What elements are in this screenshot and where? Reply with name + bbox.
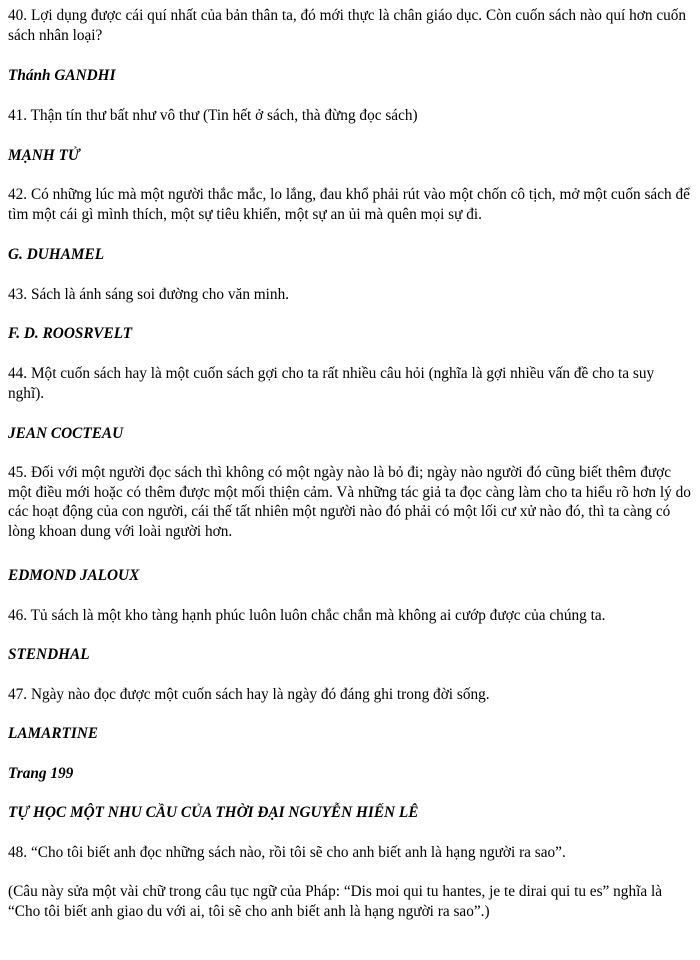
quote-48-note: (Câu này sửa một vài chữ trong câu tục ngữ của Pháp: “Dis moi qui tu hantes, je te dirai qui tu es” nghĩa là “Cho tôi biết anh giao du với ai, tôi sẽ cho anh biết anh là hạng người ra sao”.) [8, 883, 663, 920]
quote-40-text: 40. Lợi dụng được cái quí nhất của bản thân ta, đó mới thực là chân giáo dục. Còn cuốn sách nào quí hơn cuốn sách nhân loại? [8, 7, 687, 44]
author-stendhal: STENDHAL [8, 646, 90, 663]
quote-48-text: 48. “Cho tôi biết anh đọc những sách nào, rồi tôi sẽ cho anh biết anh là hạng người ra sao”. [8, 844, 566, 861]
author-lamartine: LAMARTINE [8, 725, 99, 742]
quote-45-text: 45. Đối với một người đọc sách thì không có một ngày nào là bỏ đi; ngày nào người đó cũng biết thêm được một điều mới hoặc có thêm được một mối thiện cảm. Và những tác giả ta đọc càng làm cho ta hiểu rõ hơn lý do các hoạt động của con người, cái thế tất nhiên một người nào đó phải có một lối cư xử nào đó, thì ta càng có lòng khoan dung với loài người hơn. [8, 464, 691, 540]
author-gandhi: Thánh GANDHI [8, 67, 116, 84]
quote-44-text: 44. Một cuốn sách hay là một cuốn sách gợi cho ta rất nhiều câu hỏi (nghĩa là gợi nhiều vấn đề cho ta suy nghĩ). [8, 365, 655, 402]
quote-46-text: 46. Tủ sách là một kho tàng hạnh phúc luôn luôn chắc chắn mà không ai cướp được của chúng ta. [8, 607, 606, 624]
author-manh-tu: MẠNH TỬ [8, 147, 80, 164]
book-running-title: TỰ HỌC MỘT NHU CẦU CỦA THỜI ĐẠI NGUYỄN HIẾN LÊ [8, 804, 419, 821]
author-duhamel: G. DUHAMEL [8, 246, 105, 263]
author-roosevelt: F. D. ROOSRVELT [8, 325, 133, 342]
quote-41-text: 41. Thận tín thư bất như vô thư (Tin hết ở sách, thà đừng đọc sách) [8, 107, 418, 124]
quote-42-text: 42. Có những lúc mà một người thắc mắc, lo lắng, đau khổ phải rút vào một chốn cô tịch, mở một cuốn sách để tìm một cái gì mình thích, một sự tiêu khiển, một sự an ủi mà quên mọi sự đi. [8, 186, 690, 223]
author-jaloux: EDMOND JALOUX [8, 567, 140, 584]
quote-47-text: 47. Ngày nào đọc được một cuốn sách hay là ngày đó đáng ghi trong đời sống. [8, 686, 490, 703]
author-cocteau: JEAN COCTEAU [8, 425, 124, 442]
page-number: Trang 199 [8, 765, 74, 782]
quote-43-text: 43. Sách là ánh sáng soi đường cho văn minh. [8, 286, 290, 303]
